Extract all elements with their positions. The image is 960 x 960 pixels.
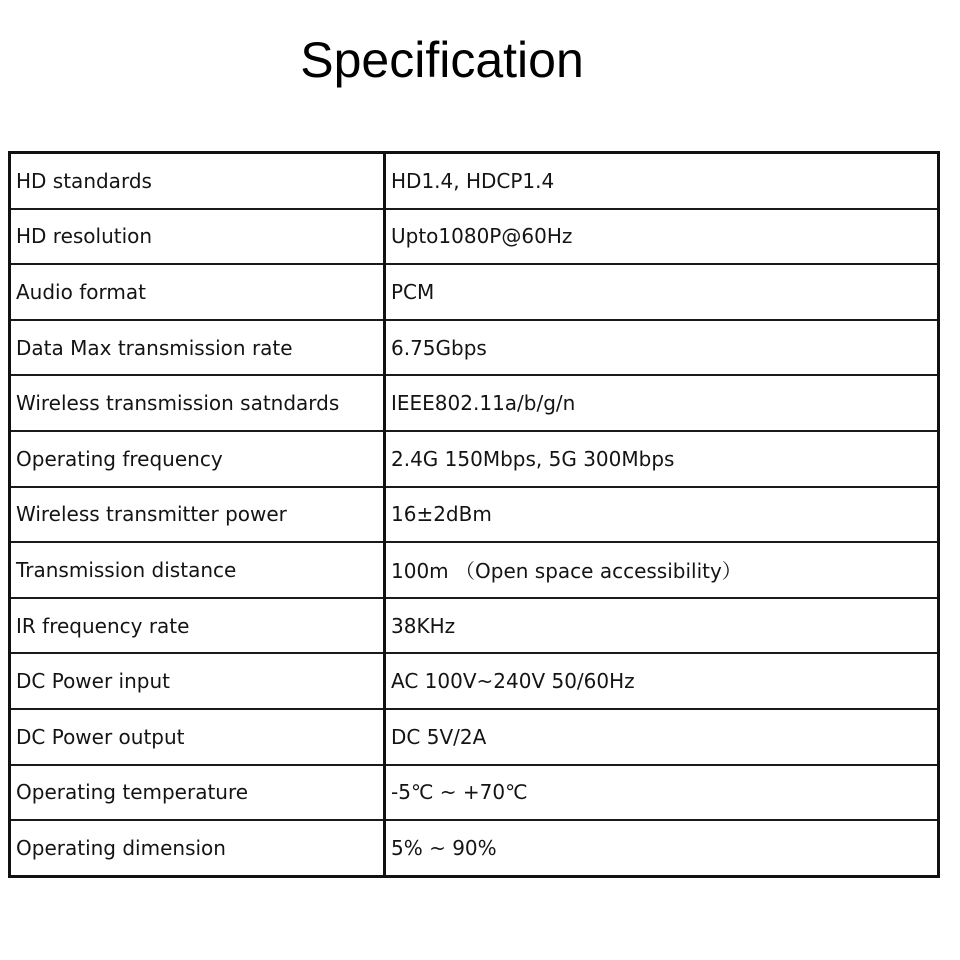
spec-label: DC Power output [10,709,385,765]
spec-table [8,151,940,878]
table-row [10,820,939,876]
table-row [10,598,939,654]
spec-label: Data Max transmission rate [10,320,385,376]
spec-value: IEEE802.11a/b/g/n [385,375,939,431]
table-row [10,765,939,821]
spec-value: 16±2dBm [385,487,939,543]
table-row [10,375,939,431]
spec-label: Operating temperature [10,765,385,821]
spec-label: DC Power input [10,653,385,709]
spec-table-body [10,153,939,877]
spec-value: Upto1080P@60Hz [385,209,939,265]
spec-label: Audio format [10,264,385,320]
table-row [10,653,939,709]
spec-value: 100m （Open space accessibility） [385,542,939,598]
table-row [10,320,939,376]
spec-label: HD resolution [10,209,385,265]
spec-value: AC 100V~240V 50/60Hz [385,653,939,709]
table-row [10,542,939,598]
spec-value: 38KHz [385,598,939,654]
page-title: Specification [300,32,584,88]
spec-label: Wireless transmitter power [10,487,385,543]
spec-label: Wireless transmission satndards [10,375,385,431]
spec-value: 2.4G 150Mbps, 5G 300Mbps [385,431,939,487]
spec-value: PCM [385,264,939,320]
spec-label: Operating dimension [10,820,385,876]
spec-value: HD1.4, HDCP1.4 [385,153,939,209]
table-row [10,709,939,765]
table-row [10,153,939,209]
spec-value: 6.75Gbps [385,320,939,376]
table-row [10,431,939,487]
spec-label: Transmission distance [10,542,385,598]
table-row [10,264,939,320]
spec-label: IR frequency rate [10,598,385,654]
spec-label: Operating frequency [10,431,385,487]
spec-value: DC 5V/2A [385,709,939,765]
spec-value: -5℃ ~ +70℃ [385,765,939,821]
table-row [10,487,939,543]
spec-label: HD standards [10,153,385,209]
table-row [10,209,939,265]
spec-value: 5% ~ 90% [385,820,939,876]
